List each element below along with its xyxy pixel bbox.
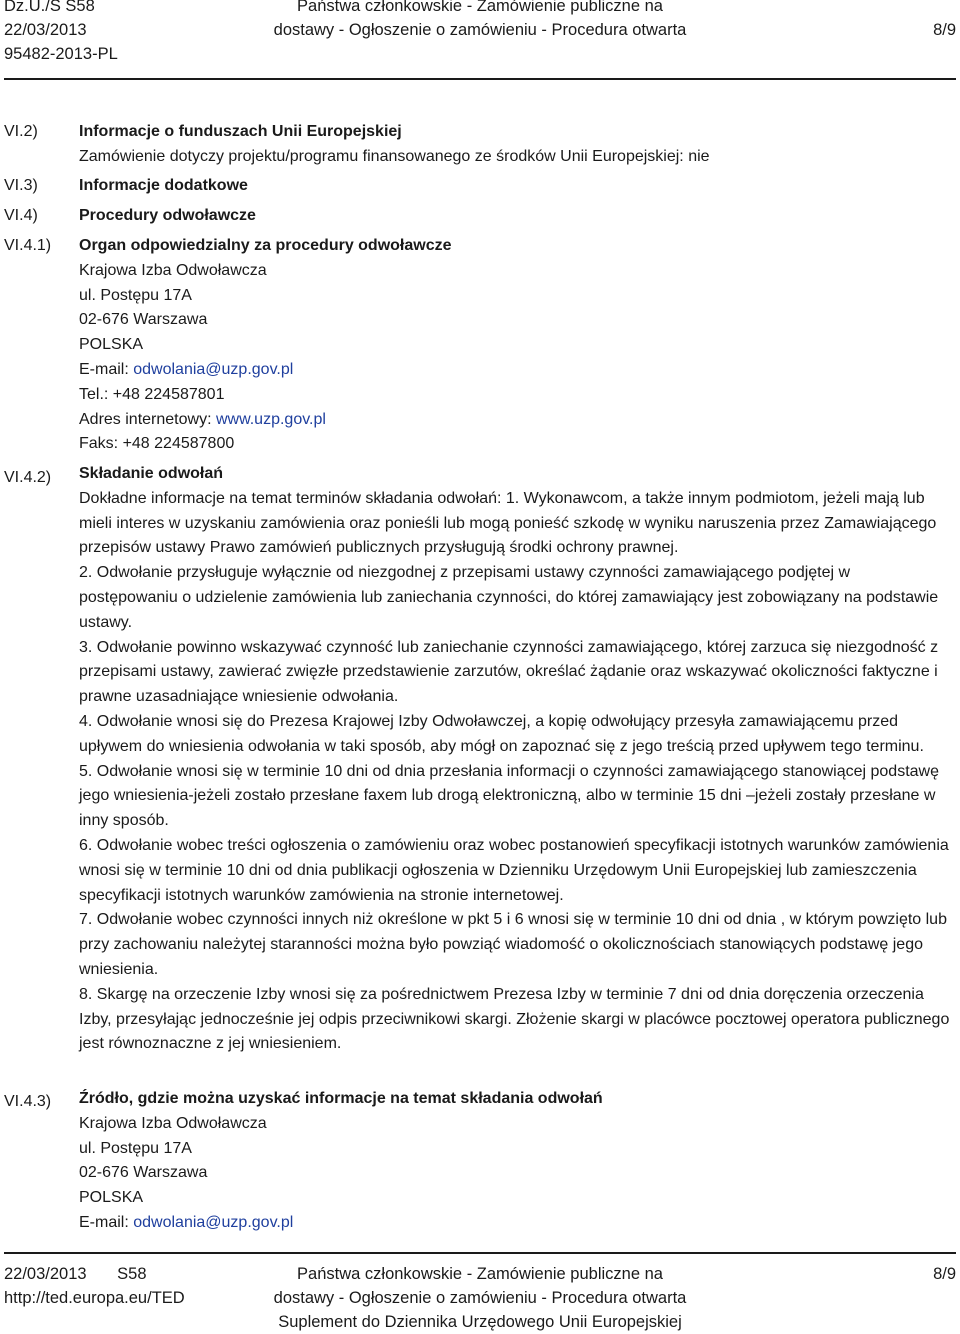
- org-street: ul. Postępu 17A: [79, 286, 192, 304]
- footer-title-line1: Państwa członkowskie - Zamówienie publiczne na: [297, 1265, 663, 1283]
- org-street: ul. Postępu 17A: [79, 1139, 192, 1157]
- appeal-paragraph: 5. Odwołanie wnosi się w terminie 10 dni od dnia przesłania informacji o czynności zamawiającego stanowiącej podstawę jego wniesienia-jeżeli zostało przesłane faxem lub drogą elektroniczną, albo w terminie 15 dni –jeżeli zostały przesłane w inny sposób.: [79, 762, 939, 830]
- header-journal-ref: Dz.U./S S58: [4, 0, 95, 15]
- section-title: Organ odpowiedzialny za procedury odwoławcze: [79, 237, 452, 254]
- section-number: VI.4.3): [4, 1093, 52, 1110]
- footer-center: [4, 1262, 956, 1334]
- section-title: Informacje dodatkowe: [79, 177, 248, 194]
- footer-date-ref: 22/03/2013 S58: [4, 1265, 147, 1283]
- org-email: [79, 358, 952, 383]
- appeal-paragraph: 6. Odwołanie wobec treści ogłoszenia o zamówieniu oraz wobec postanowień specyfikacji istotnych warunków zamówienia wnosi się w terminie 10 dni od dnia publikacji ogłoszenia w Dzienniku Urzędowym Unii Europejskiej lub zamieszczenia specyfikacji istotnych warunków zamówienia na stronie internetowej.: [79, 836, 949, 904]
- header-notice-id: 95482-2013-PL: [4, 45, 118, 63]
- header-divider: [4, 78, 956, 80]
- org-email: [79, 1211, 952, 1236]
- section-vi2: [79, 120, 952, 170]
- appeal-paragraph: 4. Odwołanie wnosi się do Prezesa Krajowej Izby Odwoławczej, a kopię odwołujący przesyła zamawiającemu przed upływem do wniesienia odwołania w taki sposób, aby mógł on zapoznać się z jego treścią przed upływem tego terminu.: [79, 712, 924, 755]
- email-link[interactable]: odwolania@uzp.gov.pl: [133, 1213, 294, 1231]
- appeal-paragraph: Dokładne informacje na temat terminów składania odwołań: 1. Wykonawcom, a także innym podmiotom, jeżeli mają lub mieli interes w uzyskaniu zamówienia oraz ponieśli lub mogą ponieść szkodę w wyniku naruszenia przez Zamawiającego przepisów ustawy Prawo zamówień publicznych przysługują środki ochrony prawnej.: [79, 489, 937, 557]
- section-vi43: [79, 1087, 952, 1236]
- section-number: VI.3): [4, 177, 38, 194]
- section-number: VI.2): [4, 123, 38, 140]
- page-footer: [4, 1262, 956, 1334]
- section-title: Źródło, gdzie można uzyskać informacje na temat składania odwołań: [79, 1090, 603, 1107]
- section-vi4: [79, 204, 952, 229]
- website-link[interactable]: www.uzp.gov.pl: [215, 410, 326, 428]
- email-link[interactable]: odwolania@uzp.gov.pl: [133, 360, 294, 378]
- appeal-paragraph: 3. Odwołanie powinno wskazywać czynność lub zaniechanie czynności zamawiającego, której zarzuca się niezgodność z przepisami ustawy, zawierać zwięzłe przedstawienie zarzutów, określać żądanie oraz wskazywać okoliczności faktyczne i prawne uzasadniające wniesienie odwołania.: [79, 638, 939, 706]
- org-city: 02-676 Warszawa: [79, 1164, 208, 1182]
- footer-page-number: 8/9: [933, 1265, 956, 1283]
- section-title: Procedury odwoławcze: [79, 207, 256, 224]
- header-title-line2: dostawy - Ogłoszenie o zamówieniu - Procedura otwarta: [273, 21, 687, 39]
- header-page-number: 8/9: [933, 21, 956, 39]
- org-country: POLSKA: [79, 1189, 144, 1207]
- org-city: 02-676 Warszawa: [79, 311, 208, 329]
- org-fax: Faks: +48 224587800: [79, 435, 235, 453]
- footer-title-line2: dostawy - Ogłoszenie o zamówieniu - Procedura otwarta: [273, 1289, 687, 1307]
- org-name: Krajowa Izba Odwoławcza: [79, 261, 267, 279]
- section-vi42: [79, 462, 952, 1057]
- section-number: VI.4.1): [4, 237, 52, 254]
- section-title: Składanie odwołań: [79, 465, 224, 482]
- page-header: [4, 0, 956, 74]
- header-date: 22/03/2013: [4, 21, 87, 39]
- website-label: Adres internetowy:: [79, 410, 216, 428]
- header-title-line1: Państwa członkowskie - Zamówienie publiczne na: [297, 0, 663, 15]
- section-vi41: [79, 234, 952, 457]
- appeal-paragraph: 8. Skargę na orzeczenie Izby wnosi się za pośrednictwem Prezesa Izby w terminie 7 dni od dnia doręczenia orzeczenia Izby, przesyłając jednocześnie jej odpis przeciwnikowi skargi. Złożenie skargi w placówce pocztowej operatora publicznego jest równoznaczne z jej wniesieniem.: [79, 985, 950, 1053]
- org-website: [79, 408, 952, 433]
- section-vi3: [79, 174, 952, 199]
- footer-supplement: Suplement do Dziennika Urzędowego Unii Europejskiej: [278, 1313, 682, 1331]
- section-number: VI.4): [4, 207, 38, 224]
- section-text: Zamówienie dotyczy projektu/programu finansowanego ze środków Unii Europejskiej: nie: [79, 147, 710, 165]
- appeal-paragraph: 2. Odwołanie przysługuje wyłącznie od niezgodnej z przepisami ustawy czynności zamawiającego podjętej w postępowaniu o udzielenie zamówienia lub zaniechania czynności, do której zamawiający jest zobowiązany na podstawie ustawy.: [79, 564, 939, 631]
- section-title: Informacje o funduszach Unii Europejskiej: [79, 123, 402, 140]
- org-country: POLSKA: [79, 336, 144, 354]
- appeal-paragraph: 7. Odwołanie wobec czynności innych niż określone w pkt 5 i 6 wnosi się w terminie 10 dni od dnia , w którym powzięto lub przy zachowaniu należytej staranności można było powziąć wiadomość o okolicznościach stanowiących podstawę jego wniesienia.: [79, 911, 947, 978]
- footer-ted-link[interactable]: http://ted.europa.eu/TED: [4, 1289, 185, 1307]
- email-label: E-mail:: [79, 360, 134, 378]
- section-number: VI.4.2): [4, 469, 52, 486]
- header-center: [4, 0, 956, 42]
- footer-divider: [4, 1252, 956, 1254]
- org-name: Krajowa Izba Odwoławcza: [79, 1114, 267, 1132]
- email-label: E-mail:: [79, 1213, 134, 1231]
- org-phone: Tel.: +48 224587801: [79, 385, 225, 403]
